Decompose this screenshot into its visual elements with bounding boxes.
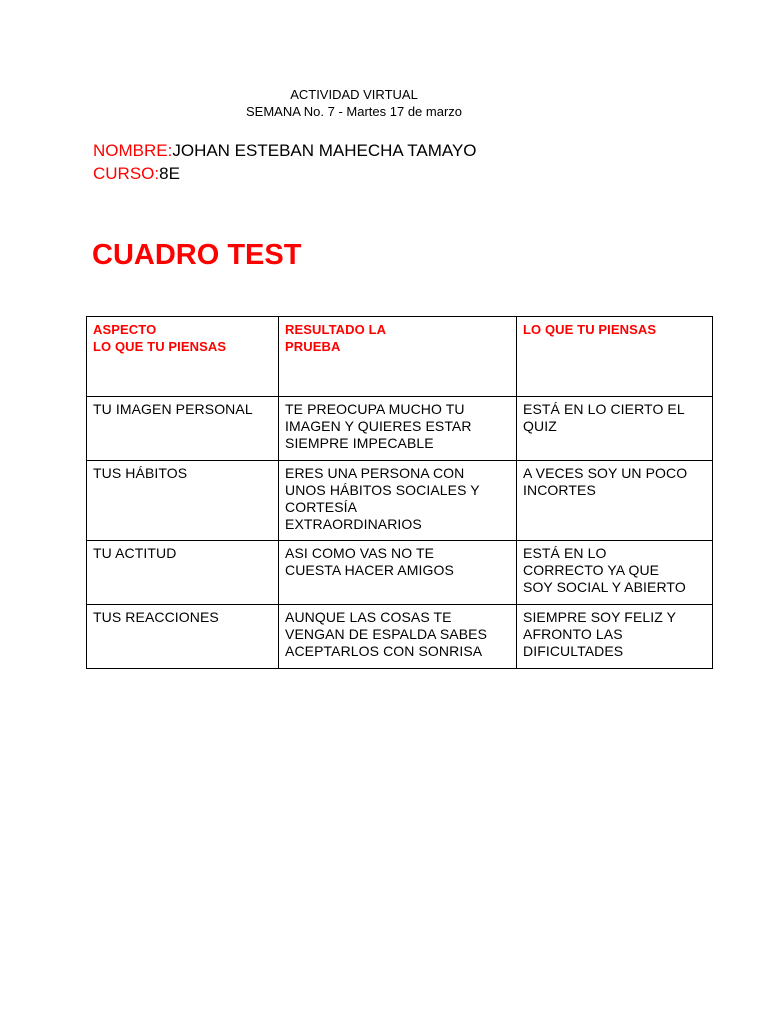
table-cell: TU ACTITUD: [87, 541, 279, 605]
table-row: [87, 461, 713, 541]
header-cell-opinion: LO QUE TU PIENSAS: [517, 317, 713, 397]
table-cell: ESTÁ EN LO CORRECTO YA QUE SOY SOCIAL Y ABIERTO: [517, 541, 713, 605]
course-value: 8E: [159, 164, 180, 183]
table-header-row: [87, 317, 713, 397]
table-row: [87, 605, 713, 669]
header-cell-result: RESULTADO LA PRUEBA: [279, 317, 517, 397]
week-date-line: SEMANA No. 7 - Martes 17 de marzo: [245, 104, 463, 119]
name-label: NOMBRE:: [93, 141, 173, 160]
document-title: CUADRO TEST: [92, 239, 302, 271]
header-cell-aspect: ASPECTO LO QUE TU PIENSAS: [87, 317, 279, 397]
table-cell: TU IMAGEN PERSONAL: [87, 397, 279, 461]
table-cell: TE PREOCUPA MUCHO TU IMAGEN Y QUIERES ESTAR SIEMPRE IMPECABLE: [279, 397, 517, 461]
table-row: [87, 397, 713, 461]
course-label: CURSO:: [93, 164, 160, 183]
table-cell: ERES UNA PERSONA CON UNOS HÁBITOS SOCIALES Y CORTESÍA EXTRAORDINARIOS: [279, 461, 517, 541]
name-value: JOHAN ESTEBAN MAHECHA TAMAYO: [172, 141, 477, 160]
table-cell: SIEMPRE SOY FELIZ Y AFRONTO LAS DIFICULTADES: [517, 605, 713, 669]
activity-title: ACTIVIDAD VIRTUAL: [290, 87, 418, 102]
table-cell: A VECES SOY UN POCO INCORTES: [517, 461, 713, 541]
table-cell: TUS REACCIONES: [87, 605, 279, 669]
test-table: [86, 316, 713, 669]
student-name-line: [93, 141, 477, 161]
student-course-line: [93, 164, 180, 184]
table-cell: AUNQUE LAS COSAS TE VENGAN DE ESPALDA SABES ACEPTARLOS CON SONRISA: [279, 605, 517, 669]
table-cell: TUS HÁBITOS: [87, 461, 279, 541]
table-row: [87, 541, 713, 605]
table-cell: ASI COMO VAS NO TE CUESTA HACER AMIGOS: [279, 541, 517, 605]
table-cell: ESTÁ EN LO CIERTO EL QUIZ: [517, 397, 713, 461]
